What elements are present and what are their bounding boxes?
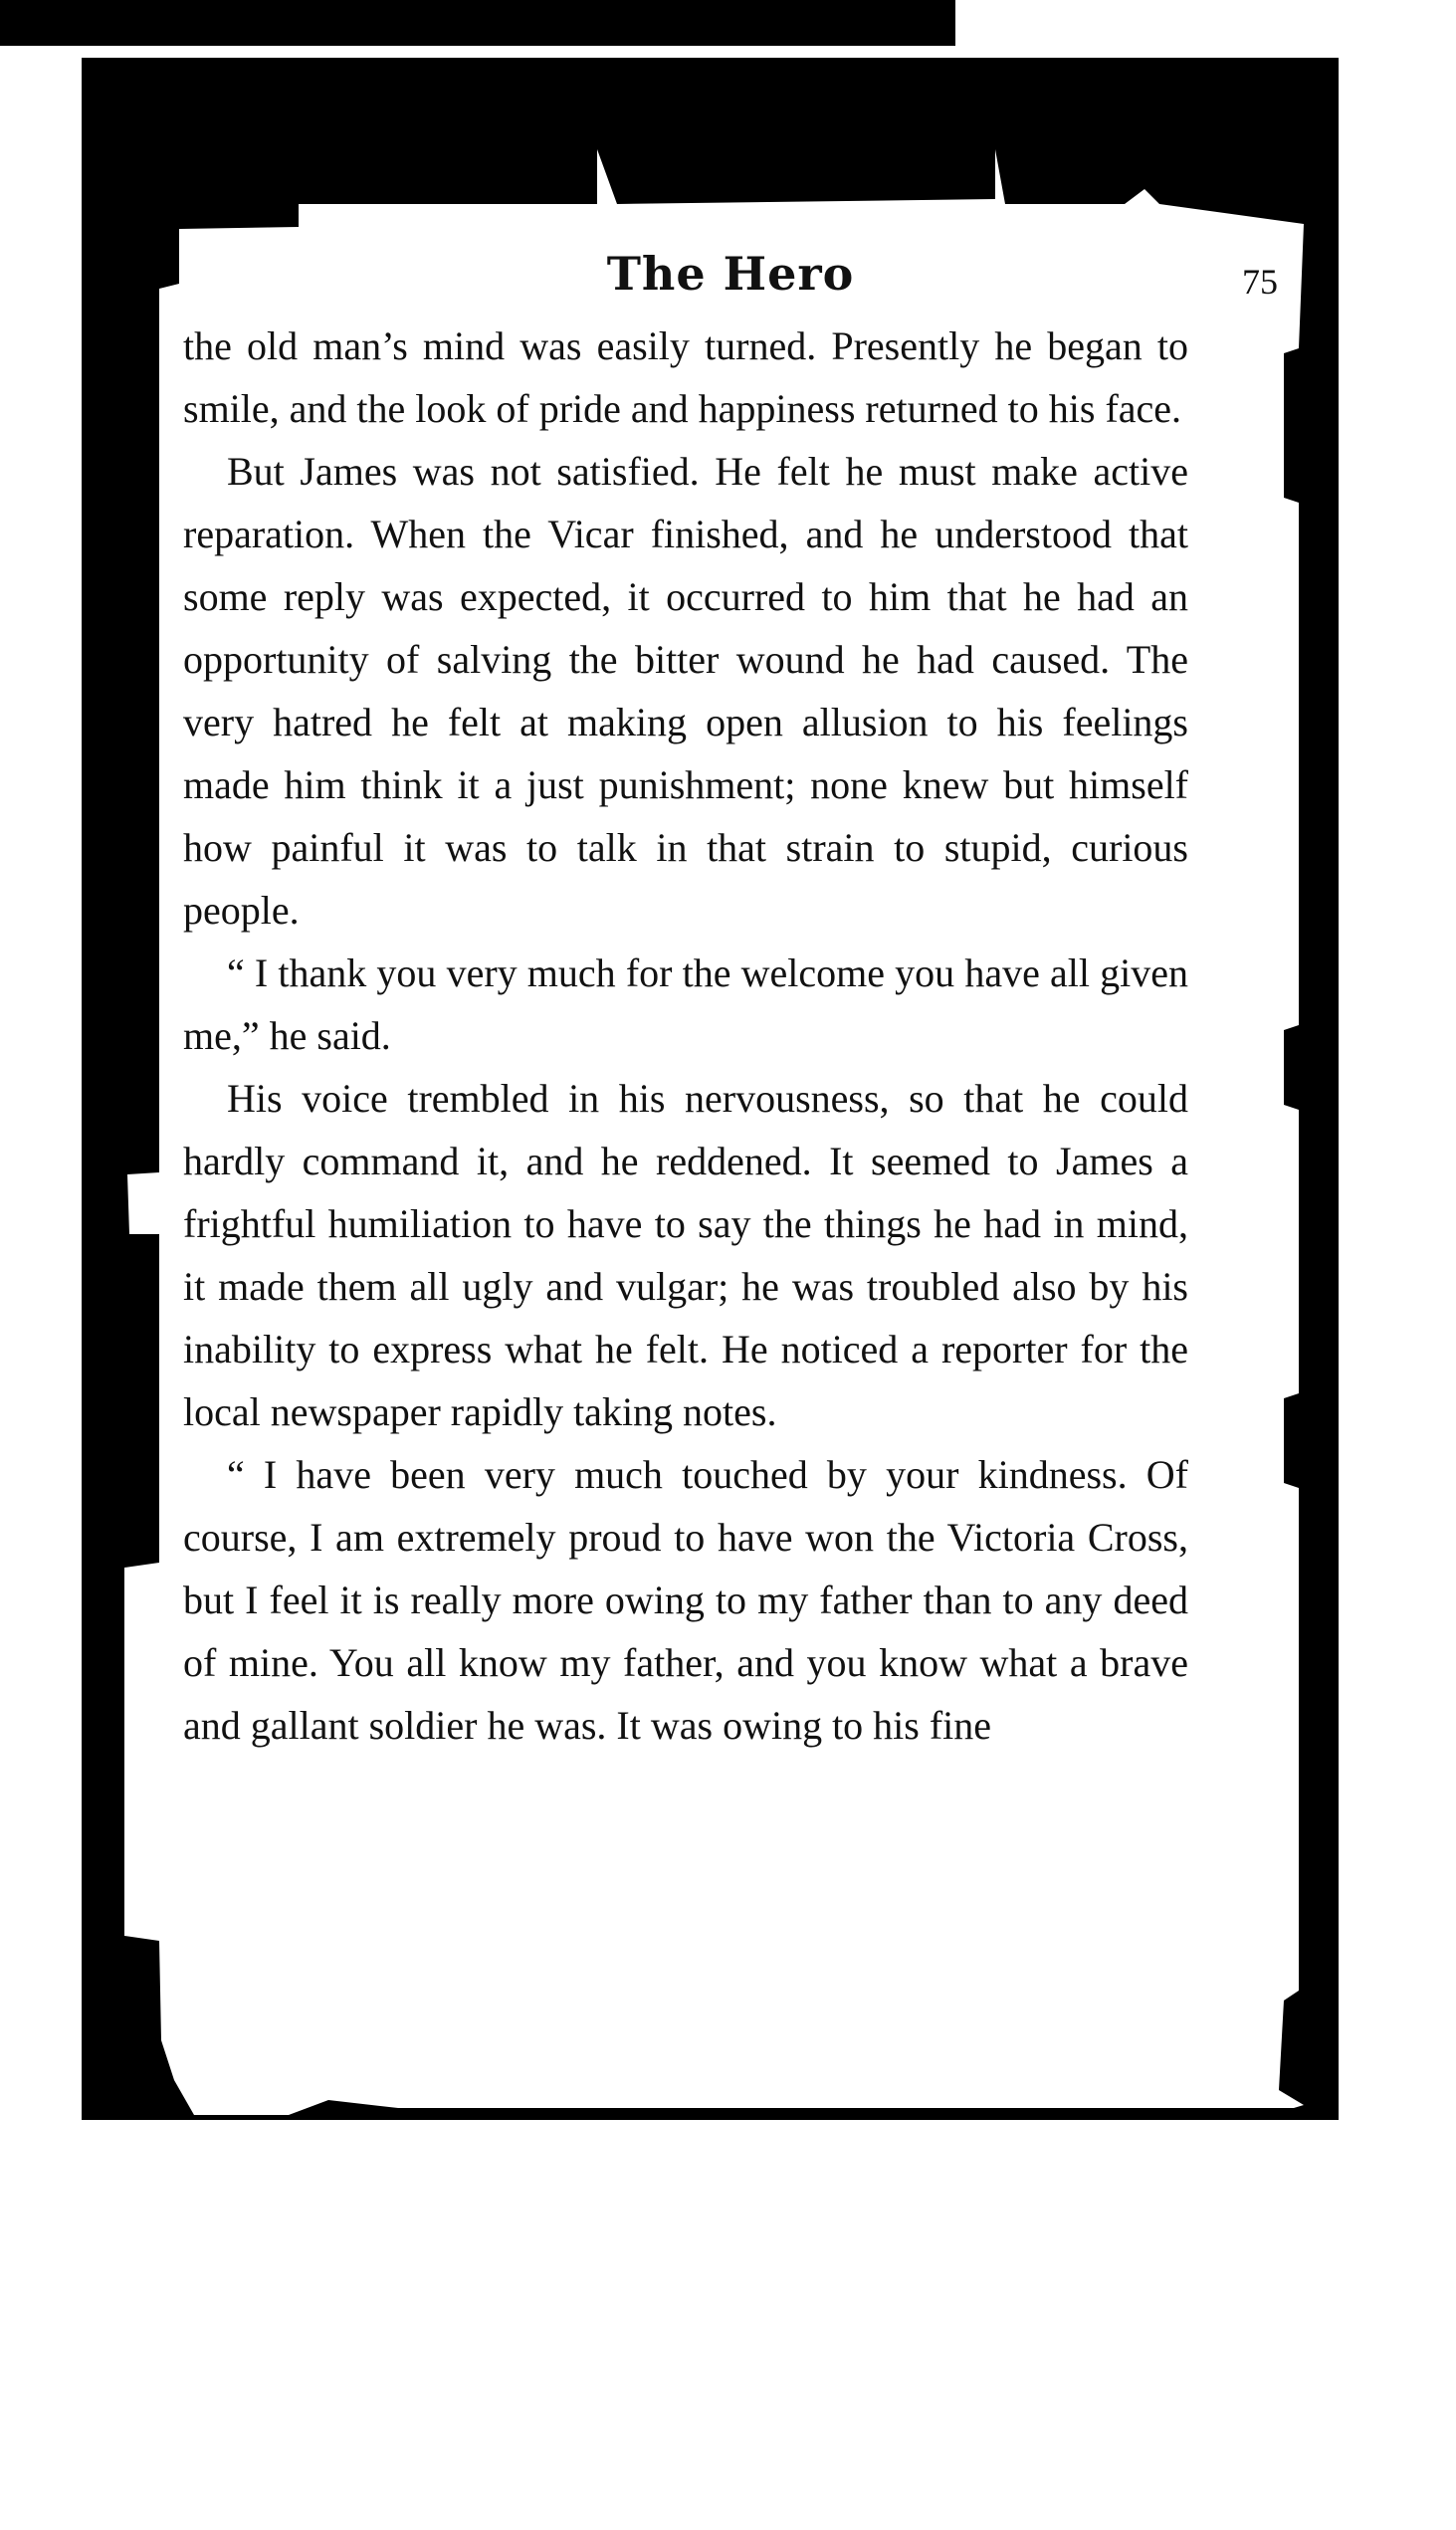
body-text (183, 315, 1188, 1757)
page-number: 75 (1242, 262, 1278, 302)
running-head (183, 239, 1278, 309)
paragraph: “ I have been very much touched by your kindness. Of course, I am extremely proud to have won the Victoria Cross, but I feel it is really more owing to my father than to any deed of mine. You all know my father, and you know what a brave and gallant soldier he was. It was owing to his fine (183, 1452, 1188, 1748)
book-page (183, 239, 1278, 1971)
paragraph: His voice trembled in his nervousness, so that he could hardly command it, and he reddened. It seemed to James a frightful humiliation to have to say the things he had in mind, it made them all ugly and vulgar; he was troubled also by his inability to express what he felt. He noticed a reporter for the local newspaper rapidly taking notes. (183, 1076, 1188, 1434)
paragraph: But James was not satisfied. He felt he must make active reparation. When the Vicar finished, and he understood that some reply was expected, it occurred to him that he had an opportunity of salving the bitter wound he had caused. The very hatred he felt at making open allusion to his feelings made him think it a just punishment; none knew but himself how painful it was to talk in that strain to stupid, curious people. (183, 449, 1188, 933)
running-title: The Hero (606, 247, 855, 301)
paragraph: “ I thank you very much for the welcome you have all given me,” he said. (183, 950, 1188, 1058)
paragraph: the old man’s mind was easily turned. Presently he began to smile, and the look of pride and happiness returned to his face. (183, 323, 1188, 431)
